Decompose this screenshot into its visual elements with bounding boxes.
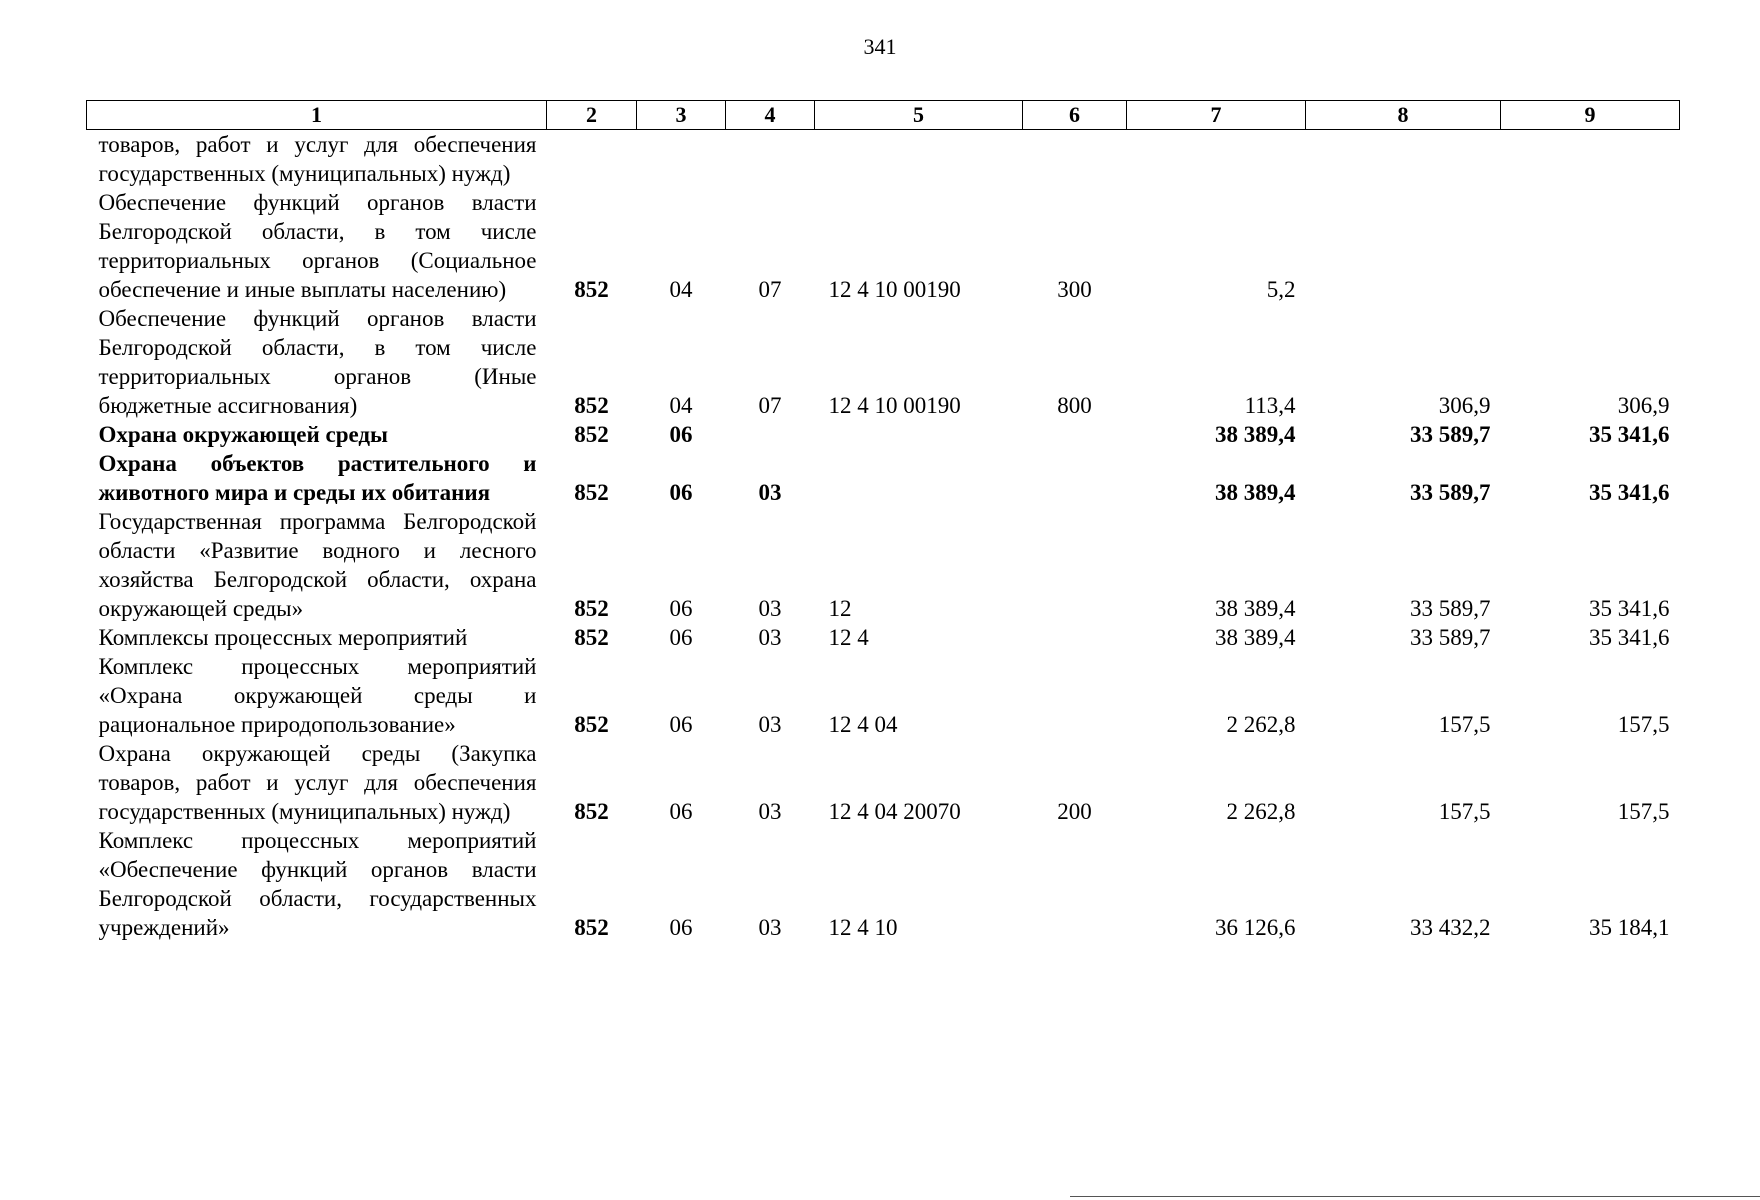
cell-name: Комплекс процессных мероприятий «Обеспечение функций органов власти Белгородской области, государственных учреждений» [98,828,537,940]
cell-col-3: 04 [669,393,693,418]
cell-col-7: 38 389,4 [1215,422,1296,447]
page-number: 341 [863,34,897,59]
cell-col-4: 07 [758,393,782,418]
cell-col-8: 157,5 [1438,712,1491,737]
cell-col-6 [1023,507,1127,623]
header-col-9: 9 [1501,101,1680,130]
cell-col-2: 852 [574,712,609,737]
cell-col-2: 852 [574,596,609,621]
cell-col-9: 157,5 [1617,712,1670,737]
table-row [87,507,1680,623]
cell-col-6 [1023,623,1127,652]
cell-col-4: 03 [758,799,782,824]
header-col-8: 8 [1306,101,1501,130]
cell-name: Охрана объектов растительного и животного мира и среды их обитания [98,451,537,505]
cell-col-6 [1023,130,1127,189]
cell-col-3: 06 [669,915,693,940]
cell-col-7: 36 126,6 [1215,915,1296,940]
cell-col-5: 12 4 10 00190 [828,393,961,418]
header-col-7: 7 [1127,101,1306,130]
header-col-2: 2 [547,101,637,130]
cell-col-8: 33 589,7 [1410,596,1491,621]
cell-col-9: 35 341,6 [1589,596,1670,621]
cell-col-7: 113,4 [1244,393,1296,418]
cell-col-5: 12 4 04 20070 [828,799,961,824]
table-row [87,130,1680,189]
cell-col-4: 07 [758,277,782,302]
cell-col-3: 06 [669,712,693,737]
cell-col-7: 38 389,4 [1215,596,1296,621]
cell-col-5 [815,420,1023,449]
cell-col-5: 12 4 10 00190 [828,277,961,302]
header-col-5: 5 [815,101,1023,130]
cell-col-5: 12 [828,596,852,621]
cell-name: Охрана окружающей среды [98,422,388,447]
cell-col-5 [815,130,1023,189]
cell-col-2: 852 [574,480,609,505]
cell-col-2: 852 [574,393,609,418]
cell-col-4 [726,420,815,449]
cell-col-3: 06 [669,422,693,447]
cell-col-8: 33 432,2 [1410,915,1491,940]
cell-col-4: 03 [758,915,782,940]
table-row [87,739,1680,826]
header-col-4: 4 [726,101,815,130]
cell-col-3: 06 [669,596,693,621]
cell-col-4 [726,130,815,189]
cell-col-9: 35 341,6 [1589,625,1670,650]
cell-col-8: 33 589,7 [1410,625,1491,650]
table-row [87,449,1680,507]
cell-col-3: 04 [669,277,693,302]
header-col-3: 3 [637,101,726,130]
cell-col-3: 06 [669,480,693,505]
table-row [87,188,1680,304]
cell-col-5: 12 4 [828,625,869,650]
table-row [87,420,1680,449]
cell-name: Обеспечение функций органов власти Белгородской области, в том числе территориальных органов (Социальное обеспечение и иные выплаты населению) [98,190,537,302]
table-row [87,652,1680,739]
cell-col-8: 306,9 [1438,393,1491,418]
cell-col-7: 2 262,8 [1226,712,1296,737]
cell-col-9: 35 341,6 [1589,480,1670,505]
cell-col-7: 2 262,8 [1226,799,1296,824]
cell-col-6: 800 [1057,393,1092,418]
bottom-rule [1070,1196,1760,1197]
header-col-6: 6 [1023,101,1127,130]
cell-col-6 [1023,449,1127,507]
cell-name: Комплексы процессных мероприятий [98,625,468,650]
cell-col-3 [637,130,726,189]
cell-col-9: 35 184,1 [1589,915,1670,940]
cell-col-2 [547,130,637,189]
cell-col-5: 12 4 04 [828,712,898,737]
cell-col-4: 03 [758,712,782,737]
cell-name: товаров, работ и услуг для обеспечения государственных (муниципальных) нужд) [98,132,537,186]
cell-col-6 [1023,826,1127,942]
cell-col-8 [1306,130,1501,189]
cell-col-5 [815,449,1023,507]
cell-col-4: 03 [758,625,782,650]
cell-col-6 [1023,420,1127,449]
header-row [87,101,1680,130]
cell-col-9 [1501,188,1680,304]
cell-col-6: 200 [1057,799,1092,824]
cell-col-9 [1501,130,1680,189]
cell-col-5: 12 4 10 [828,915,898,940]
table-header [87,101,1680,130]
cell-col-2: 852 [574,277,609,302]
table-body [87,130,1680,943]
table-row [87,826,1680,942]
cell-col-6: 300 [1057,277,1092,302]
cell-name: Обеспечение функций органов власти Белгородской области, в том числе территориальных органов (Иные бюджетные ассигнования) [98,306,537,418]
cell-col-7: 38 389,4 [1215,625,1296,650]
cell-col-3: 06 [669,799,693,824]
cell-col-8: 33 589,7 [1410,422,1491,447]
table-row [87,623,1680,652]
cell-name: Комплекс процессных мероприятий «Охрана окружающей среды и рациональное природопользование» [98,654,537,737]
cell-col-2: 852 [574,625,609,650]
cell-col-9: 306,9 [1617,393,1670,418]
cell-name: Государственная программа Белгородской области «Развитие водного и лесного хозяйства Белгородской области, охрана окружающей среды» [98,509,537,621]
cell-name: Охрана окружающей среды (Закупка товаров, работ и услуг для обеспечения государственных (муниципальных) нужд) [98,741,537,824]
cell-col-7: 5,2 [1266,277,1296,302]
cell-col-4: 03 [758,596,782,621]
cell-col-6 [1023,652,1127,739]
cell-col-4: 03 [758,480,782,505]
table-row [87,304,1680,420]
cell-col-2: 852 [574,799,609,824]
budget-table [86,100,1680,942]
header-col-1: 1 [87,101,547,130]
cell-col-2: 852 [574,422,609,447]
cell-col-3: 06 [669,625,693,650]
cell-col-7 [1127,130,1306,189]
cell-col-9: 157,5 [1617,799,1670,824]
cell-col-8: 157,5 [1438,799,1491,824]
cell-col-8 [1306,188,1501,304]
cell-col-7: 38 389,4 [1215,480,1296,505]
cell-col-8: 33 589,7 [1410,480,1491,505]
cell-col-9: 35 341,6 [1589,422,1670,447]
cell-col-2: 852 [574,915,609,940]
